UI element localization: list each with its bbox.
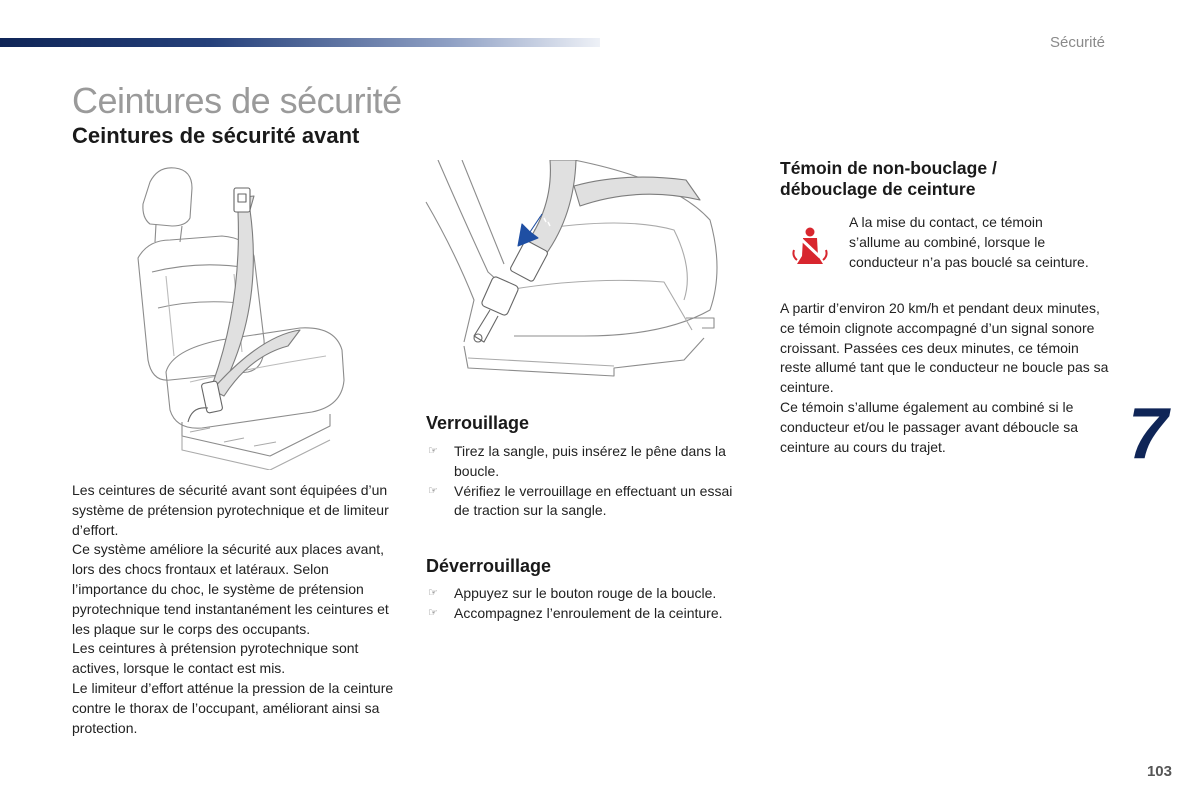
page-title: Ceintures de sécurité	[72, 80, 402, 121]
warning-intro: A la mise du contact, ce témoin s’allume au combiné, lorsque le conducteur n’a pas bouclé sa ceinture.	[849, 214, 1089, 270]
warning-paragraph: A partir d’environ 20 km/h et pendant deux minutes, ce témoin clignote accompagné d’un signal sonore croissant. Passées ces deux minutes, ce témoin reste allumé tant que le conducteur ne boucle pas sa ceinture.	[780, 300, 1109, 396]
list-item-text: Vérifiez le verrouillage en effectuant un essai de traction sur la sangle.	[454, 482, 733, 519]
hand-pointer-icon: ☞	[428, 606, 438, 619]
intro-paragraph: Les ceintures à prétension pyrotechnique sont actives, lorsque le contact est mis.	[72, 640, 359, 677]
chapter-number: 7	[1128, 394, 1169, 474]
unlocking-list	[426, 584, 766, 624]
list-item	[426, 584, 766, 604]
list-item	[426, 482, 746, 522]
warning-paragraph: Ce témoin s’allume également au combiné si le conducteur et/ou le passager avant déboucle sa ceinture au cours du trajet.	[780, 398, 1079, 455]
list-item	[426, 442, 746, 482]
list-item-text: Accompagnez l’enroulement de la ceinture.	[454, 604, 723, 621]
seat-belt-illustration	[130, 160, 380, 470]
locking-heading: Verrouillage	[426, 413, 530, 433]
page-number: 103	[1146, 763, 1172, 780]
header-gradient-bar	[0, 38, 600, 47]
intro-paragraph: Le limiteur d’effort atténue la pression de la ceinture contre le thorax de l’occupant, améliorant ainsi sa protection.	[72, 679, 394, 736]
section-name: Sécurité	[1049, 34, 1105, 51]
intro-paragraph: Ce système améliore la sécurité aux places avant, lors des chocs frontaux et latéraux. Selon l’importance du choc, le système de prétension pyrotechnique tend instantanément les ceintures et les plaque sur le corps des occupants.	[72, 541, 389, 637]
page-subtitle: Ceintures de sécurité avant	[72, 123, 360, 148]
list-item-text: Appuyez sur le bouton rouge de la boucle.	[454, 585, 717, 601]
seatbelt-warning-icon	[791, 226, 829, 266]
hand-pointer-icon: ☞	[428, 484, 438, 497]
unlocking-heading: Déverrouillage	[426, 556, 552, 576]
buckle-illustration	[424, 160, 726, 380]
list-item-text: Tirez la sangle, puis insérez le pêne dans la boucle.	[454, 443, 726, 479]
warning-body	[780, 299, 1110, 457]
hand-pointer-icon: ☞	[428, 587, 438, 599]
list-item	[426, 604, 766, 624]
warning-heading: Témoin de non-bouclage / débouclage de ceinture	[780, 158, 997, 199]
locking-list	[426, 442, 746, 521]
intro-text	[72, 481, 402, 738]
hand-pointer-icon: ☞	[428, 445, 438, 457]
intro-paragraph: Les ceintures de sécurité avant sont équipées d’un système de prétension pyrotechnique et de limiteur d’effort.	[72, 482, 389, 538]
